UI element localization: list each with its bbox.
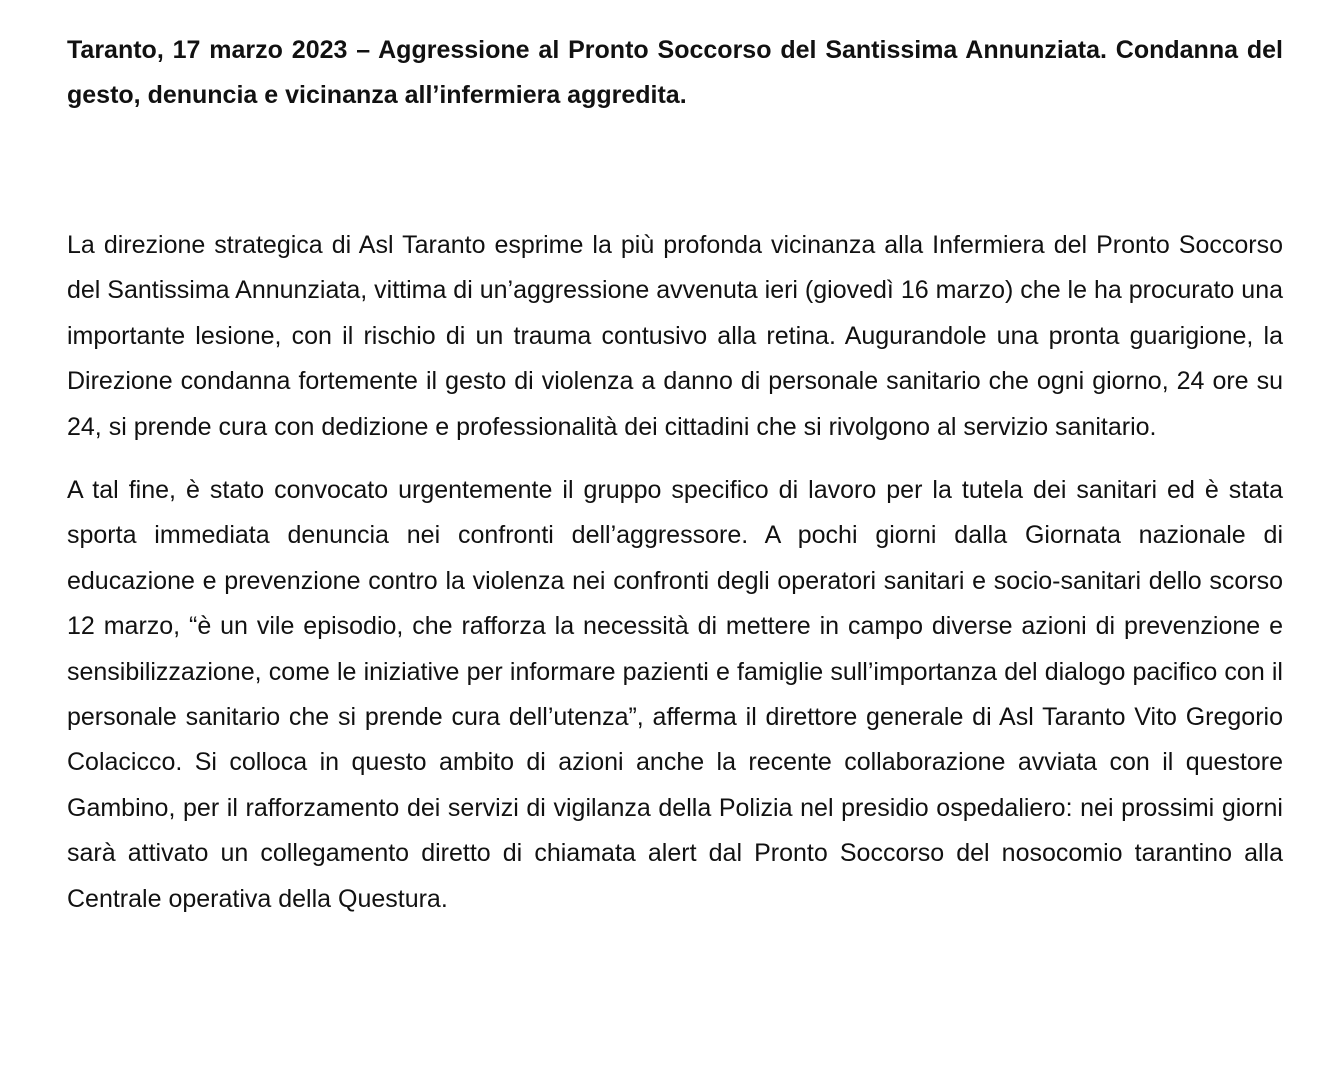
headline: Taranto, 17 marzo 2023 – Aggressione al Pronto Soccorso del Santissima Annunziata. Condanna del gesto, denuncia e vicinanza all’infermiera aggredita. <box>67 36 1283 109</box>
document-page <box>67 28 1283 922</box>
paragraph-2: A tal fine, è stato convocato urgentemente il gruppo specifico di lavoro per la tutela dei sanitari ed è stata sporta immediata denuncia nei confronti dell’aggressore. A pochi giorni dalla Giornata nazionale di educazione e prevenzione contro la violenza nei confronti degli operatori sanitari e socio-sanitari dello scorso 12 marzo, “è un vile episodio, che rafforza la necessità di mettere in campo diverse azioni di prevenzione e sensibilizzazione, come le iniziative per informare pazienti e famiglie sull’importanza del dialogo pacifico con il personale sanitario che si prende cura dell’utenza”, afferma il direttore generale di Asl Taranto Vito Gregorio Colacicco. Si colloca in questo ambito di azioni anche la recente collaborazione avviata con il questore Gambino, per il rafforzamento dei servizi di vigilanza della Polizia nel presidio ospedaliero: nei prossimi giorni sarà attivato un collegamento diretto di chiamata alert dal Pronto Soccorso del nosocomio tarantino alla Centrale operativa della Questura. <box>67 476 1283 913</box>
paragraph-1: La direzione strategica di Asl Taranto esprime la più profonda vicinanza alla Infermiera del Pronto Soccorso del Santissima Annunziata, vittima di un’aggressione avvenuta ieri (giovedì 16 marzo) che le ha procurato una importante lesione, con il rischio di un trauma contusivo alla retina. Augurandole una pronta guarigione, la Direzione condanna fortemente il gesto di violenza a danno di personale sanitario che ogni giorno, 24 ore su 24, si prende cura con dedizione e professionalità dei cittadini che si rivolgono al servizio sanitario. <box>67 231 1283 441</box>
